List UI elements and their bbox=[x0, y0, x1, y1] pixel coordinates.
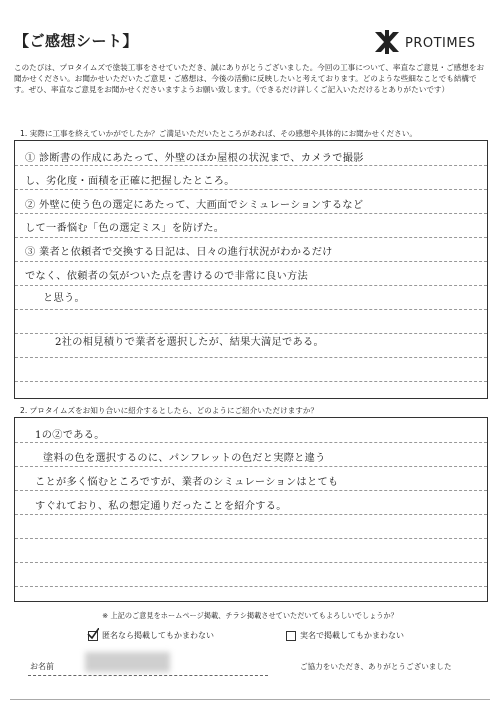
redacted-name bbox=[85, 652, 170, 672]
thanks-text: ご協力をいただき、ありがとうございました bbox=[300, 662, 452, 671]
real-name-label: 実名で掲載してもかまわない bbox=[300, 631, 404, 640]
bottom-divider bbox=[10, 699, 490, 700]
answer-1-line: ③ 業者と依頼者で交換する日記は、日々の進行状況がわかるだけ bbox=[25, 247, 333, 258]
check-mark-icon bbox=[87, 628, 99, 640]
answer-1-line: でなく、依頼者の気がついた点を書けるので非常に良い方法 bbox=[25, 271, 308, 282]
answer-1-line: ② 外壁に使う色の選定にあたって、大画面でシミュレーションするなど bbox=[25, 200, 364, 211]
answer-2-line: 塗料の色を選択するのに、パンフレットの色だと実際と違う bbox=[43, 453, 326, 464]
answer-2-line: 1の②である。 bbox=[35, 430, 105, 441]
logo-name: PROTIMES bbox=[405, 36, 476, 51]
answer-1-line: 2社の相見積りで業者を選択したが、結果大満足である。 bbox=[55, 337, 324, 348]
answer-1-box bbox=[14, 140, 488, 399]
sheet-title: 【ご感想シート】 bbox=[14, 32, 139, 50]
answer-2-box bbox=[14, 417, 488, 602]
answer-2-line: すぐれており、私の想定通りだったことを紹介する。 bbox=[35, 501, 287, 512]
option-real-name[interactable] bbox=[286, 630, 404, 641]
question-2-label: 2. プロタイムズをお知り合いに紹介するとしたら、どのようにご紹介いただけますか？ bbox=[20, 406, 319, 415]
name-label: お名前 bbox=[30, 662, 54, 671]
answer-1-line: し、劣化度・面積を正確に把握したところ。 bbox=[25, 176, 235, 187]
intro-text: このたびは、プロタイムズで塗装工事をさせていただき、誠にありがとうございました。今回の工事について、率直なご意見・ご感想をお聞かせください。お聞かせいただいたご意見・ご感想は、今後の活動に反映したいと考えております。どのような些細なことでも結構です。ぜひ、率直なご意見をお聞かせくださいますようお願い致します。（できるだけ詳しくご記入いただけるとありがたいです） bbox=[14, 63, 485, 94]
answer-2-line: ことが多く悩むところですが、業者のシミュレーションはとても bbox=[35, 477, 339, 488]
answer-1-line: ① 診断書の作成にあたって、外壁のほか屋根の状況まで、カメラで撮影 bbox=[25, 153, 364, 164]
protimes-logo-icon bbox=[372, 29, 402, 55]
anonymous-checkbox[interactable] bbox=[88, 631, 98, 641]
answer-1-line: して一番悩む「色の選定ミス」を防げた。 bbox=[25, 223, 225, 234]
anonymous-label: 匿名なら掲載してもかまわない bbox=[102, 631, 214, 640]
real-name-checkbox[interactable] bbox=[286, 631, 296, 641]
answer-1-line: と思う。 bbox=[43, 293, 85, 304]
question-1-label: 1. 実際に工事を終えていかがでしたか？ご満足いただいたところがあれば、その感想や具体的にお聞かせください。 bbox=[20, 129, 417, 138]
option-anonymous[interactable] bbox=[88, 630, 214, 641]
name-underline bbox=[28, 675, 268, 676]
publish-consent-note: ※ 上記のご意見をホームページ掲載、チラシ掲載させていただいてもよろしいでしょうか？ bbox=[102, 611, 398, 620]
